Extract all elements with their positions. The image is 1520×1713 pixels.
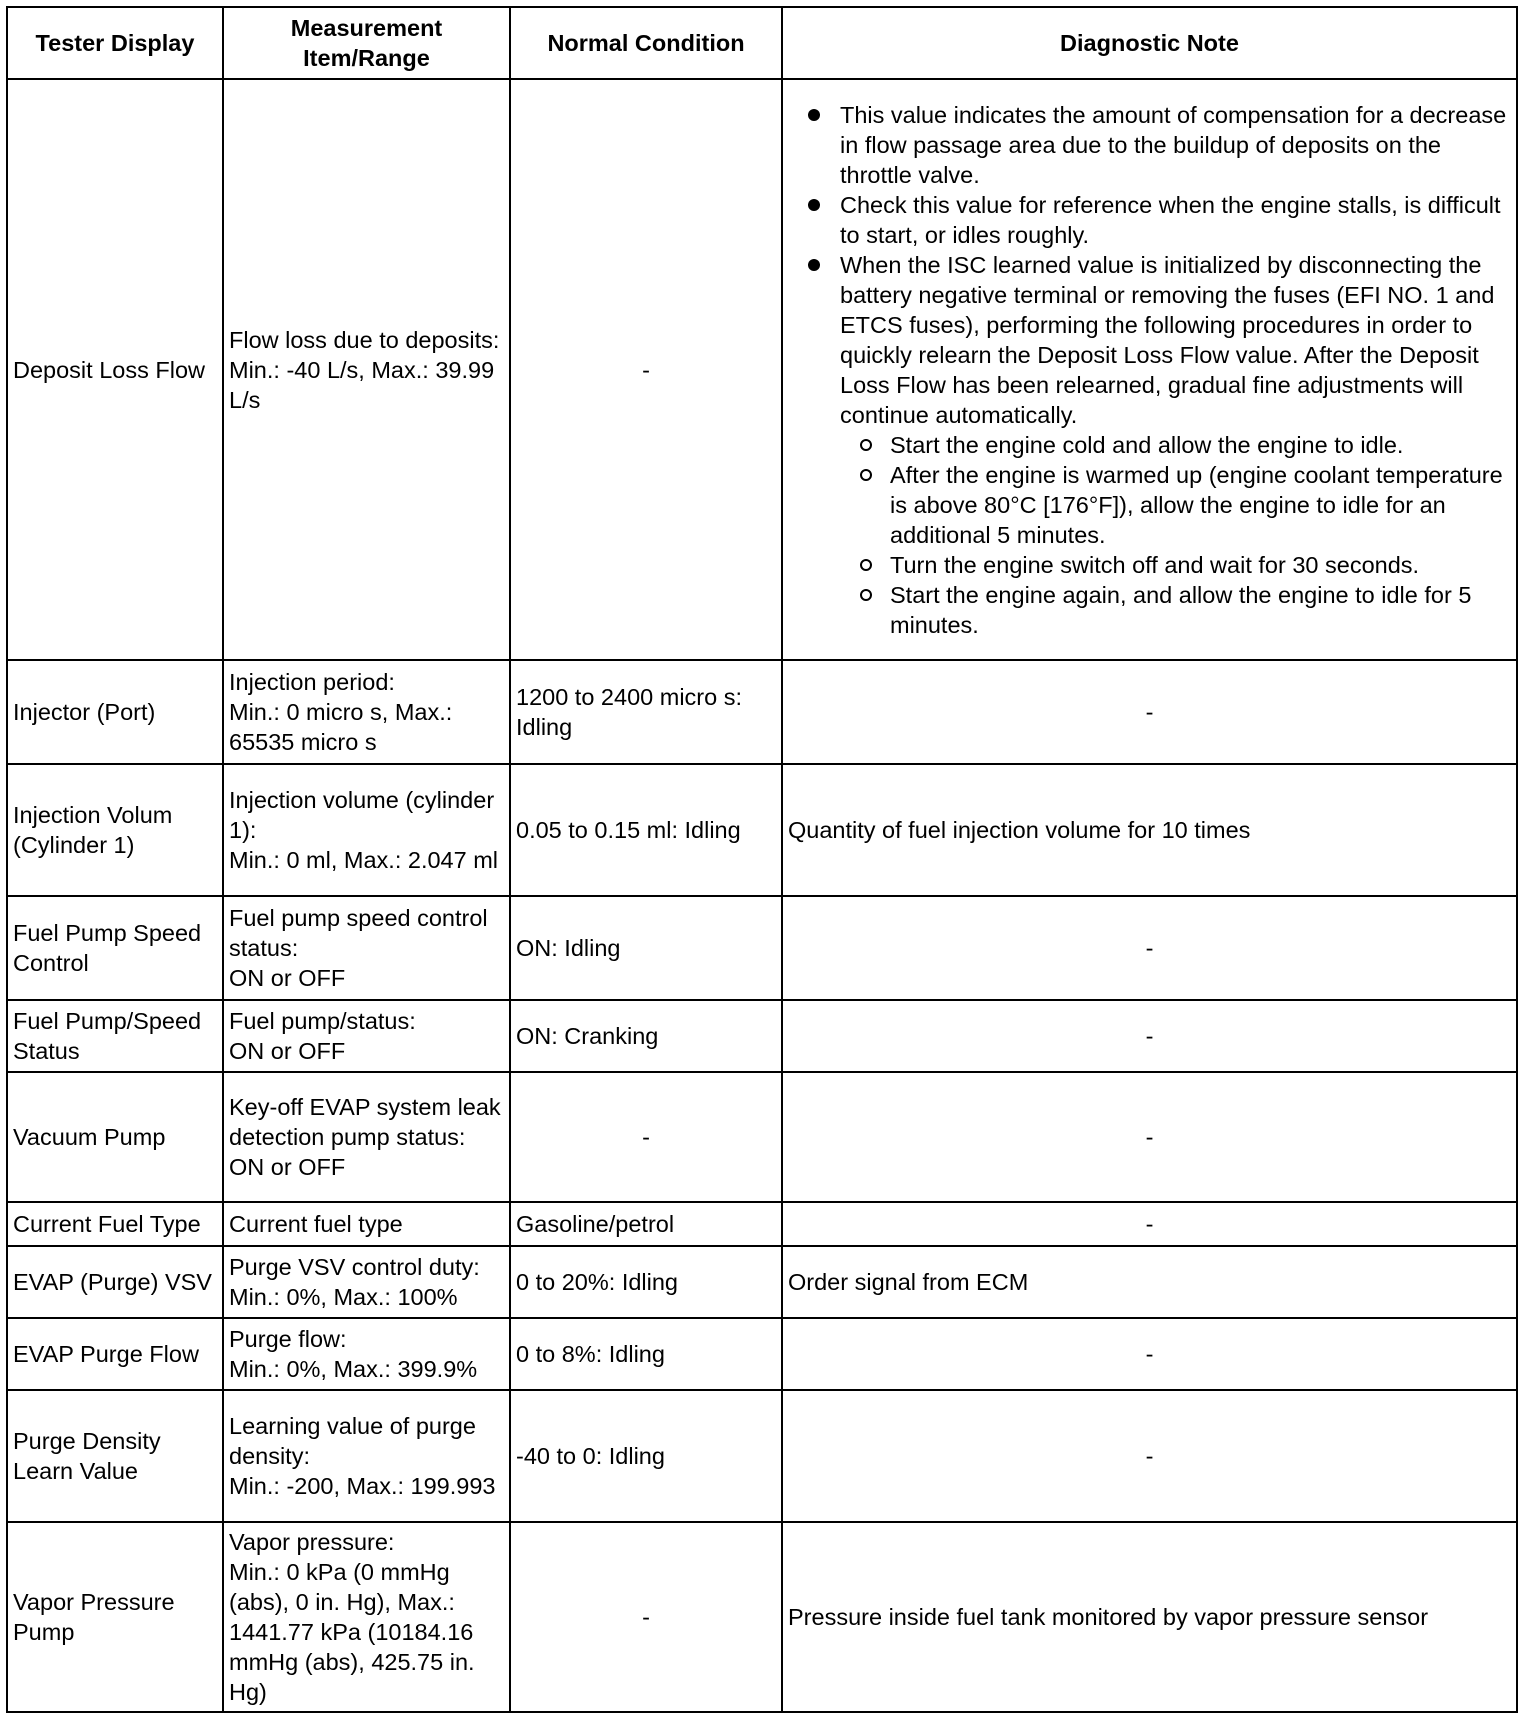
normal-condition-cell: -: [510, 79, 782, 660]
tester-display-cell: Current Fuel Type: [7, 1202, 223, 1246]
note-bullet-text: When the ISC learned value is initialized by disconnecting the battery negative terminal or removing the fuses (EFI NO. 1 and ETCS fuses), performing the following procedures in order to quickly relearn the Deposit Loss Flow value. After the Deposit Loss Flow has been relearned, gradual fine adjustments will continue automatically.: [840, 251, 1495, 428]
table-row: [7, 79, 1517, 660]
normal-condition-cell: ON: Cranking: [510, 1000, 782, 1072]
measurement-line: Min.: 0 micro s, Max.: 65535 micro s: [229, 699, 453, 755]
table-row: [7, 764, 1517, 896]
table-row: [7, 896, 1517, 1000]
measurement-line: ON or OFF: [229, 1038, 346, 1064]
measurement-line: Learning value of purge density:: [229, 1413, 476, 1469]
diagnostic-data-table: [6, 6, 1518, 1713]
table-row: [7, 1000, 1517, 1072]
measurement-cell: [223, 1072, 510, 1202]
note-bullet-list: [788, 100, 1511, 640]
normal-condition-cell: 0.05 to 0.15 ml: Idling: [510, 764, 782, 896]
diagnostic-note-cell: -: [782, 1000, 1517, 1072]
table-row: [7, 1202, 1517, 1246]
measurement-line: ON or OFF: [229, 1154, 346, 1180]
procedure-step-list: [840, 430, 1511, 640]
measurement-line: Flow loss due to deposits:: [229, 326, 500, 353]
header-tester-display: Tester Display: [7, 7, 223, 79]
procedure-step: After the engine is warmed up (engine coolant temperature is above 80°C [176°F]), allow the engine to idle for an additional 5 minutes.: [890, 460, 1511, 550]
tester-display-cell: Vapor Pressure Pump: [7, 1522, 223, 1712]
diagnostic-note-cell: [782, 79, 1517, 660]
measurement-line: Fuel pump speed control status:: [229, 905, 488, 961]
table-row: [7, 1246, 1517, 1318]
measurement-cell: [223, 79, 510, 660]
normal-condition-cell: -40 to 0: Idling: [510, 1390, 782, 1522]
measurement-cell: [223, 1000, 510, 1072]
measurement-line: Fuel pump/status:: [229, 1008, 416, 1034]
measurement-line: Injection volume (cylinder 1):: [229, 787, 495, 843]
header-normal-condition: Normal Condition: [510, 7, 782, 79]
measurement-line: Vapor pressure:: [229, 1529, 395, 1555]
diagnostic-note-cell: -: [782, 1390, 1517, 1522]
tester-display-cell: Deposit Loss Flow: [7, 79, 223, 660]
measurement-cell: [223, 1318, 510, 1390]
normal-condition-cell: 1200 to 2400 micro s: Idling: [510, 660, 782, 764]
tester-display-cell: Vacuum Pump: [7, 1072, 223, 1202]
table-row: [7, 1390, 1517, 1522]
note-bullet: [840, 250, 1511, 640]
normal-condition-cell: -: [510, 1072, 782, 1202]
diagnostic-note-cell: Quantity of fuel injection volume for 10 times: [782, 764, 1517, 896]
header-row: [7, 7, 1517, 79]
measurement-line: Key-off EVAP system leak detection pump status:: [229, 1094, 501, 1150]
table-row: [7, 1072, 1517, 1202]
diagnostic-note-cell: -: [782, 1202, 1517, 1246]
diagnostic-note-cell: Pressure inside fuel tank monitored by vapor pressure sensor: [782, 1522, 1517, 1712]
tester-display-cell: EVAP (Purge) VSV: [7, 1246, 223, 1318]
measurement-line: Min.: 0%, Max.: 399.9%: [229, 1356, 478, 1382]
procedure-step: Start the engine again, and allow the engine to idle for 5 minutes.: [890, 580, 1511, 640]
header-measurement-item-range: Measurement Item/Range: [223, 7, 510, 79]
measurement-cell: [223, 764, 510, 896]
tester-display-cell: Purge Density Learn Value: [7, 1390, 223, 1522]
measurement-line: Min.: 0 kPa (0 mmHg (abs), 0 in. Hg), Max.: 1441.77 kPa (10184.16 mmHg (abs), 425.75 in. Hg): [229, 1559, 475, 1705]
measurement-cell: [223, 896, 510, 1000]
normal-condition-cell: ON: Idling: [510, 896, 782, 1000]
table-row: [7, 1522, 1517, 1712]
normal-condition-cell: 0 to 8%: Idling: [510, 1318, 782, 1390]
measurement-line: Purge flow:: [229, 1326, 347, 1352]
measurement-line: Purge VSV control duty:: [229, 1254, 480, 1280]
diagnostic-note-cell: Order signal from ECM: [782, 1246, 1517, 1318]
measurement-line: Min.: -40 L/s, Max.: 39.99 L/s: [229, 356, 495, 413]
tester-display-cell: EVAP Purge Flow: [7, 1318, 223, 1390]
measurement-line: Current fuel type: [229, 1211, 403, 1237]
note-bullet: This value indicates the amount of compensation for a decrease in flow passage area due to the buildup of deposits on the throttle valve.: [840, 100, 1511, 190]
measurement-cell: [223, 660, 510, 764]
diagnostic-note-cell: -: [782, 896, 1517, 1000]
measurement-line: Min.: 0%, Max.: 100%: [229, 1284, 458, 1310]
normal-condition-cell: -: [510, 1522, 782, 1712]
measurement-line: Min.: 0 ml, Max.: 2.047 ml: [229, 847, 499, 873]
header-diagnostic-note: Diagnostic Note: [782, 7, 1517, 79]
measurement-line: ON or OFF: [229, 965, 346, 991]
normal-condition-cell: Gasoline/petrol: [510, 1202, 782, 1246]
measurement-line: Min.: -200, Max.: 199.993: [229, 1473, 496, 1499]
tester-display-cell: Injection Volum (Cylinder 1): [7, 764, 223, 896]
measurement-cell: [223, 1522, 510, 1712]
diagnostic-note-cell: -: [782, 1072, 1517, 1202]
procedure-step: Start the engine cold and allow the engine to idle.: [890, 430, 1511, 460]
diagnostic-note-cell: -: [782, 1318, 1517, 1390]
table-row: [7, 660, 1517, 764]
tester-display-cell: Injector (Port): [7, 660, 223, 764]
tester-display-cell: Fuel Pump/Speed Status: [7, 1000, 223, 1072]
measurement-cell: [223, 1202, 510, 1246]
measurement-line: Injection period:: [229, 669, 395, 695]
table-row: [7, 1318, 1517, 1390]
measurement-cell: [223, 1246, 510, 1318]
procedure-step: Turn the engine switch off and wait for 30 seconds.: [890, 550, 1511, 580]
normal-condition-cell: 0 to 20%: Idling: [510, 1246, 782, 1318]
tester-display-cell: Fuel Pump Speed Control: [7, 896, 223, 1000]
note-bullet: Check this value for reference when the engine stalls, is difficult to start, or idles roughly.: [840, 190, 1511, 250]
measurement-cell: [223, 1390, 510, 1522]
diagnostic-note-cell: -: [782, 660, 1517, 764]
